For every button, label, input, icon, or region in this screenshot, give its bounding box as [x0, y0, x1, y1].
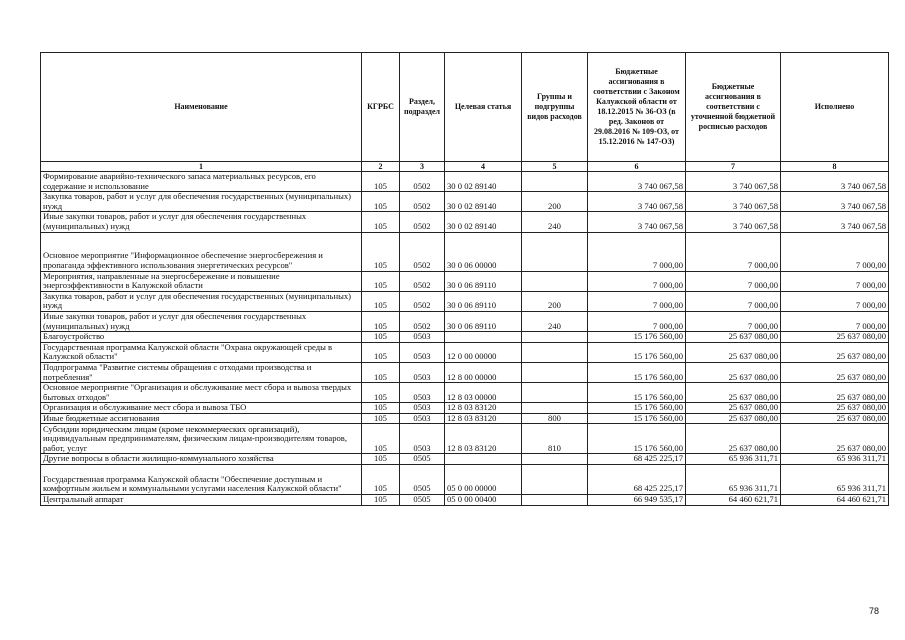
row-name: Основное мероприятие "Информационное обеспечение энергосбережения и пропаганда эффективного использования энергетических ресурсов": [41, 232, 362, 271]
row-budget-law: 7 000,00: [588, 232, 686, 271]
column-number: 1: [41, 162, 362, 172]
row-kgrbs: 105: [362, 424, 400, 454]
row-target: 05 0 00 00000: [445, 465, 522, 495]
table-row: [41, 172, 889, 192]
column-number: 2: [362, 162, 400, 172]
row-section: 0505: [400, 465, 445, 495]
row-target: 05 0 00 00400: [445, 495, 522, 506]
row-group: [522, 454, 588, 465]
row-target: 30 0 02 89140: [445, 212, 522, 232]
row-executed: 7 000,00: [781, 271, 889, 291]
table-row: [41, 342, 889, 362]
row-budget-law: 68 425 225,17: [588, 454, 686, 465]
header-kgrbs: КГРБС: [362, 53, 400, 162]
row-executed: 25 637 080,00: [781, 332, 889, 343]
row-target: 12 8 03 00000: [445, 383, 522, 403]
row-section: 0502: [400, 192, 445, 212]
row-section: 0503: [400, 413, 445, 424]
row-name: Организация и обслуживание мест сбора и вывоза ТБО: [41, 403, 362, 414]
row-section: 0502: [400, 172, 445, 192]
row-budget-law: 7 000,00: [588, 291, 686, 311]
row-section: 0502: [400, 232, 445, 271]
row-name: Государственная программа Калужской области "Охрана окружающей среды в Калужской области": [41, 342, 362, 362]
row-kgrbs: 105: [362, 271, 400, 291]
header-target: Целевая статья: [445, 53, 522, 162]
table-row: [41, 362, 889, 382]
row-budget-list: 3 740 067,58: [686, 192, 781, 212]
row-executed: 25 637 080,00: [781, 342, 889, 362]
row-executed: 7 000,00: [781, 291, 889, 311]
row-budget-law: 3 740 067,58: [588, 172, 686, 192]
table-row: [41, 465, 889, 495]
row-executed: 64 460 621,71: [781, 495, 889, 506]
row-section: 0503: [400, 383, 445, 403]
column-numbers-row: [41, 162, 889, 172]
row-budget-list: 25 637 080,00: [686, 403, 781, 414]
row-target: [445, 332, 522, 343]
row-name: Подпрограмма "Развитие системы обращения с отходами производства и потребления": [41, 362, 362, 382]
row-budget-law: 68 425 225,17: [588, 465, 686, 495]
row-budget-law: 15 176 560,00: [588, 342, 686, 362]
row-budget-law: 15 176 560,00: [588, 413, 686, 424]
row-budget-law: 15 176 560,00: [588, 383, 686, 403]
header-name: Наименование: [41, 53, 362, 162]
row-budget-list: 25 637 080,00: [686, 383, 781, 403]
row-group: [522, 271, 588, 291]
row-budget-law: 15 176 560,00: [588, 362, 686, 382]
header-section: Раздел, подраздел: [400, 53, 445, 162]
row-kgrbs: 105: [362, 465, 400, 495]
row-section: 0503: [400, 342, 445, 362]
row-kgrbs: 105: [362, 232, 400, 271]
row-executed: 7 000,00: [781, 311, 889, 331]
table-row: [41, 454, 889, 465]
row-budget-list: 64 460 621,71: [686, 495, 781, 506]
table-body: [41, 172, 889, 506]
row-target: 30 0 06 89110: [445, 291, 522, 311]
row-section: 0502: [400, 291, 445, 311]
row-group: [522, 465, 588, 495]
budget-table: [40, 52, 889, 506]
table-row: [41, 232, 889, 271]
header-executed: Исполнено: [781, 53, 889, 162]
row-target: 30 0 06 89110: [445, 271, 522, 291]
row-executed: 25 637 080,00: [781, 413, 889, 424]
page-number: 78: [869, 606, 880, 616]
row-budget-law: 3 740 067,58: [588, 192, 686, 212]
table-row: [41, 311, 889, 331]
row-section: 0505: [400, 495, 445, 506]
row-group: 200: [522, 291, 588, 311]
row-budget-law: 7 000,00: [588, 311, 686, 331]
row-kgrbs: 105: [362, 172, 400, 192]
row-target: 12 0 00 00000: [445, 342, 522, 362]
row-target: 12 8 03 83120: [445, 403, 522, 414]
table-row: [41, 291, 889, 311]
column-number: 3: [400, 162, 445, 172]
row-budget-list: 25 637 080,00: [686, 424, 781, 454]
column-number: 8: [781, 162, 889, 172]
row-name: Иные закупки товаров, работ и услуг для обеспечения государственных (муниципальных) нужд: [41, 212, 362, 232]
row-target: [445, 454, 522, 465]
row-kgrbs: 105: [362, 212, 400, 232]
row-budget-list: 7 000,00: [686, 311, 781, 331]
row-section: 0503: [400, 424, 445, 454]
row-kgrbs: 105: [362, 332, 400, 343]
table-row: [41, 212, 889, 232]
row-name: Закупка товаров, работ и услуг для обеспечения государственных (муниципальных) нужд: [41, 192, 362, 212]
row-section: 0503: [400, 362, 445, 382]
row-group: [522, 332, 588, 343]
row-group: 240: [522, 311, 588, 331]
row-budget-law: 15 176 560,00: [588, 424, 686, 454]
row-budget-list: 65 936 311,71: [686, 465, 781, 495]
row-budget-list: 7 000,00: [686, 232, 781, 271]
row-name: Субсидии юридическим лицам (кроме некоммерческих организаций), индивидуальным предпринимателям, физическим лицам-производителям товаров, работ, услуг: [41, 424, 362, 454]
row-budget-list: 25 637 080,00: [686, 342, 781, 362]
header-budget-law: Бюджетные ассигнования в соответствии с Законом Калужской области от 18.12.2015 № 36-ОЗ (в ред. Законов от 29.08.2016 № 109-ОЗ, от 15.12.2016 № 147-ОЗ): [588, 53, 686, 162]
row-target: 12 8 03 83120: [445, 424, 522, 454]
row-group: [522, 342, 588, 362]
row-section: 0502: [400, 311, 445, 331]
row-executed: 25 637 080,00: [781, 362, 889, 382]
row-budget-law: 15 176 560,00: [588, 332, 686, 343]
row-kgrbs: 105: [362, 192, 400, 212]
table-row: [41, 192, 889, 212]
row-name: Закупка товаров, работ и услуг для обеспечения государственных (муниципальных) нужд: [41, 291, 362, 311]
row-group: 810: [522, 424, 588, 454]
row-group: 800: [522, 413, 588, 424]
row-kgrbs: 105: [362, 454, 400, 465]
row-section: 0505: [400, 454, 445, 465]
row-name: Благоустройство: [41, 332, 362, 343]
row-name: Центральный аппарат: [41, 495, 362, 506]
row-name: Иные бюджетные ассигнования: [41, 413, 362, 424]
row-budget-list: 3 740 067,58: [686, 172, 781, 192]
row-executed: 25 637 080,00: [781, 383, 889, 403]
row-target: 30 0 02 89140: [445, 172, 522, 192]
row-target: 30 0 02 89140: [445, 192, 522, 212]
column-number: 4: [445, 162, 522, 172]
row-budget-law: 66 949 535,17: [588, 495, 686, 506]
row-executed: 25 637 080,00: [781, 403, 889, 414]
row-kgrbs: 105: [362, 403, 400, 414]
table-row: [41, 403, 889, 414]
row-section: 0503: [400, 332, 445, 343]
header-budget-list: Бюджетные ассигнования в соответствии с уточненной бюджетной росписью расходов: [686, 53, 781, 162]
row-budget-list: 25 637 080,00: [686, 413, 781, 424]
row-target: 30 0 06 89110: [445, 311, 522, 331]
row-kgrbs: 105: [362, 342, 400, 362]
row-budget-law: 3 740 067,58: [588, 212, 686, 232]
row-group: [522, 232, 588, 271]
column-number: 7: [686, 162, 781, 172]
row-section: 0503: [400, 403, 445, 414]
table-row: [41, 413, 889, 424]
row-group: 240: [522, 212, 588, 232]
row-name: Основное мероприятие "Организация и обслуживание мест сбора и вывоза твердых бытовых отходов": [41, 383, 362, 403]
row-kgrbs: 105: [362, 383, 400, 403]
row-group: [522, 172, 588, 192]
table-row: [41, 271, 889, 291]
row-budget-list: 7 000,00: [686, 291, 781, 311]
row-name: Мероприятия, направленные на энергосбережение и повышение энергоэффективности в Калужской области: [41, 271, 362, 291]
row-budget-list: 65 936 311,71: [686, 454, 781, 465]
row-executed: 65 936 311,71: [781, 465, 889, 495]
row-budget-law: 7 000,00: [588, 271, 686, 291]
row-executed: 3 740 067,58: [781, 192, 889, 212]
row-name: Формирование аварийно-технического запаса материальных ресурсов, его содержание и использование: [41, 172, 362, 192]
row-executed: 65 936 311,71: [781, 454, 889, 465]
row-group: [522, 495, 588, 506]
table-row: [41, 424, 889, 454]
table-row: [41, 332, 889, 343]
header-row: [41, 53, 889, 162]
row-name: Иные закупки товаров, работ и услуг для обеспечения государственных (муниципальных) нужд: [41, 311, 362, 331]
row-budget-list: 7 000,00: [686, 271, 781, 291]
row-section: 0502: [400, 271, 445, 291]
row-budget-list: 25 637 080,00: [686, 332, 781, 343]
row-budget-list: 25 637 080,00: [686, 362, 781, 382]
row-executed: 3 740 067,58: [781, 212, 889, 232]
row-executed: 7 000,00: [781, 232, 889, 271]
table-row: [41, 495, 889, 506]
row-kgrbs: 105: [362, 362, 400, 382]
column-number: 6: [588, 162, 686, 172]
row-section: 0502: [400, 212, 445, 232]
row-kgrbs: 105: [362, 291, 400, 311]
row-group: 200: [522, 192, 588, 212]
table-row: [41, 383, 889, 403]
header-group: Группы и подгруппы видов расходов: [522, 53, 588, 162]
row-budget-law: 15 176 560,00: [588, 403, 686, 414]
column-number: 5: [522, 162, 588, 172]
row-executed: 25 637 080,00: [781, 424, 889, 454]
row-group: [522, 383, 588, 403]
row-target: 12 8 00 00000: [445, 362, 522, 382]
row-budget-list: 3 740 067,58: [686, 212, 781, 232]
row-kgrbs: 105: [362, 311, 400, 331]
row-name: Государственная программа Калужской области "Обеспечение доступным и комфортным жильем и коммунальными услугами населения Калужской области": [41, 465, 362, 495]
row-executed: 3 740 067,58: [781, 172, 889, 192]
row-kgrbs: 105: [362, 495, 400, 506]
row-kgrbs: 105: [362, 413, 400, 424]
row-target: 30 0 06 00000: [445, 232, 522, 271]
row-target: 12 8 03 83120: [445, 413, 522, 424]
row-group: [522, 362, 588, 382]
row-name: Другие вопросы в области жилищно-коммунального хозяйства: [41, 454, 362, 465]
row-group: [522, 403, 588, 414]
